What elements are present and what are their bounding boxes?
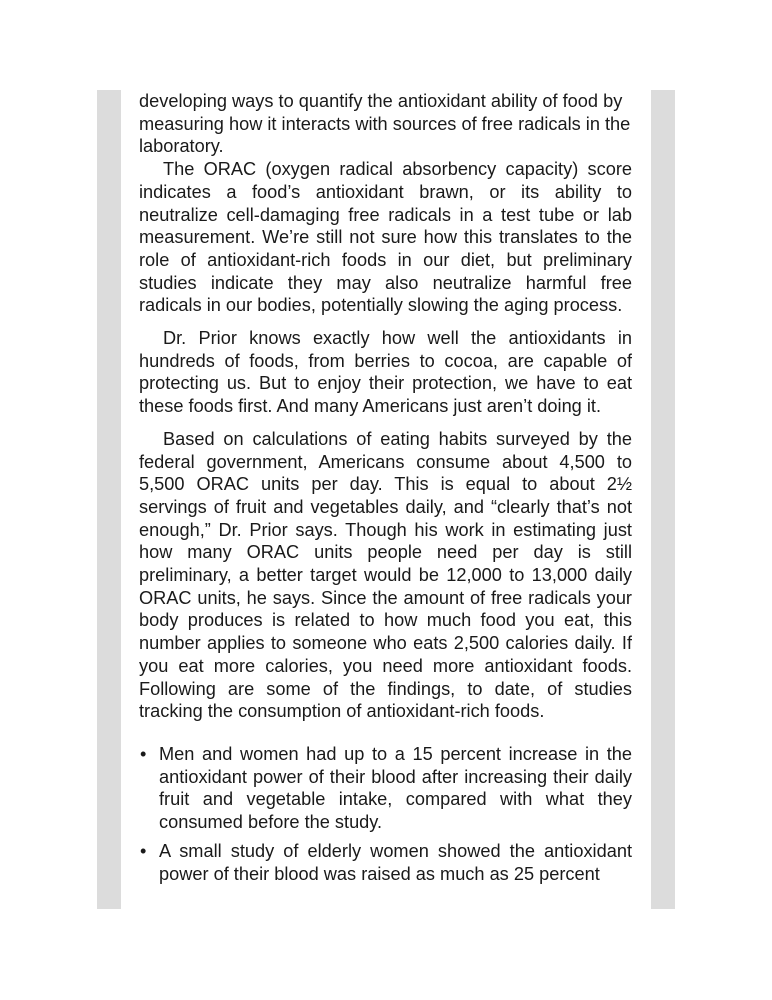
list-item-text: Men and women had up to a 15 percent increase in the antioxidant power of their blood after increasing their daily fruit and vegetable intake, compared with what they consumed before the study. xyxy=(159,743,632,833)
document-body xyxy=(139,90,632,909)
list-item-text: A small study of elderly women showed the antioxidant power of their blood was raised as much as 25 percent xyxy=(159,840,632,884)
left-margin-bar xyxy=(97,90,121,909)
bullet-icon: • xyxy=(140,743,147,764)
paragraph-calculations: Based on calculations of eating habits surveyed by the federal government, Americans consume about 4,500 to 5,500 ORAC units per day. This is equal to about 2½ servings of fruit and vegetables daily, and “clearly that’s not enough,” Dr. Prior says. Though his work in estimating just how many ORAC units people need per day is still preliminary, a better target would be 12,000 to 13,000 daily ORAC units, he says. Since the amount of free radicals your body produces is related to how much food you eat, this number applies to someone who eats 2,500 calories daily. If you eat more calories, you need more antioxidant foods. Following are some of the findings, to date, of studies tracking the consumption of antioxidant-rich foods. xyxy=(139,428,632,722)
list-item xyxy=(139,840,632,885)
list-item xyxy=(139,743,632,834)
paragraph-continued: developing ways to quantify the antioxidant ability of food by measuring how it interacts with sources of free radicals in the laboratory. xyxy=(139,91,631,157)
paragraph-orac-score: The ORAC (oxygen radical absorbency capacity) score indicates a food’s antioxidant brawn, or its ability to neutralize cell-damaging free radicals in a test tube or lab measurement. We’re still not sure how this translates to the role of antioxidant-rich foods in our diet, but preliminary studies indicate they may also neutralize harmful free radicals in our bodies, potentially slowing the aging process. xyxy=(139,159,632,316)
right-margin-bar xyxy=(651,90,675,909)
bullet-icon: • xyxy=(140,840,147,861)
findings-list xyxy=(139,743,632,885)
paragraph-dr-prior: Dr. Prior knows exactly how well the antioxidants in hundreds of foods, from berries to cocoa, are capable of protecting us. But to enjoy their protection, we have to eat these foods first. And many Americans just aren’t doing it. xyxy=(139,328,632,417)
